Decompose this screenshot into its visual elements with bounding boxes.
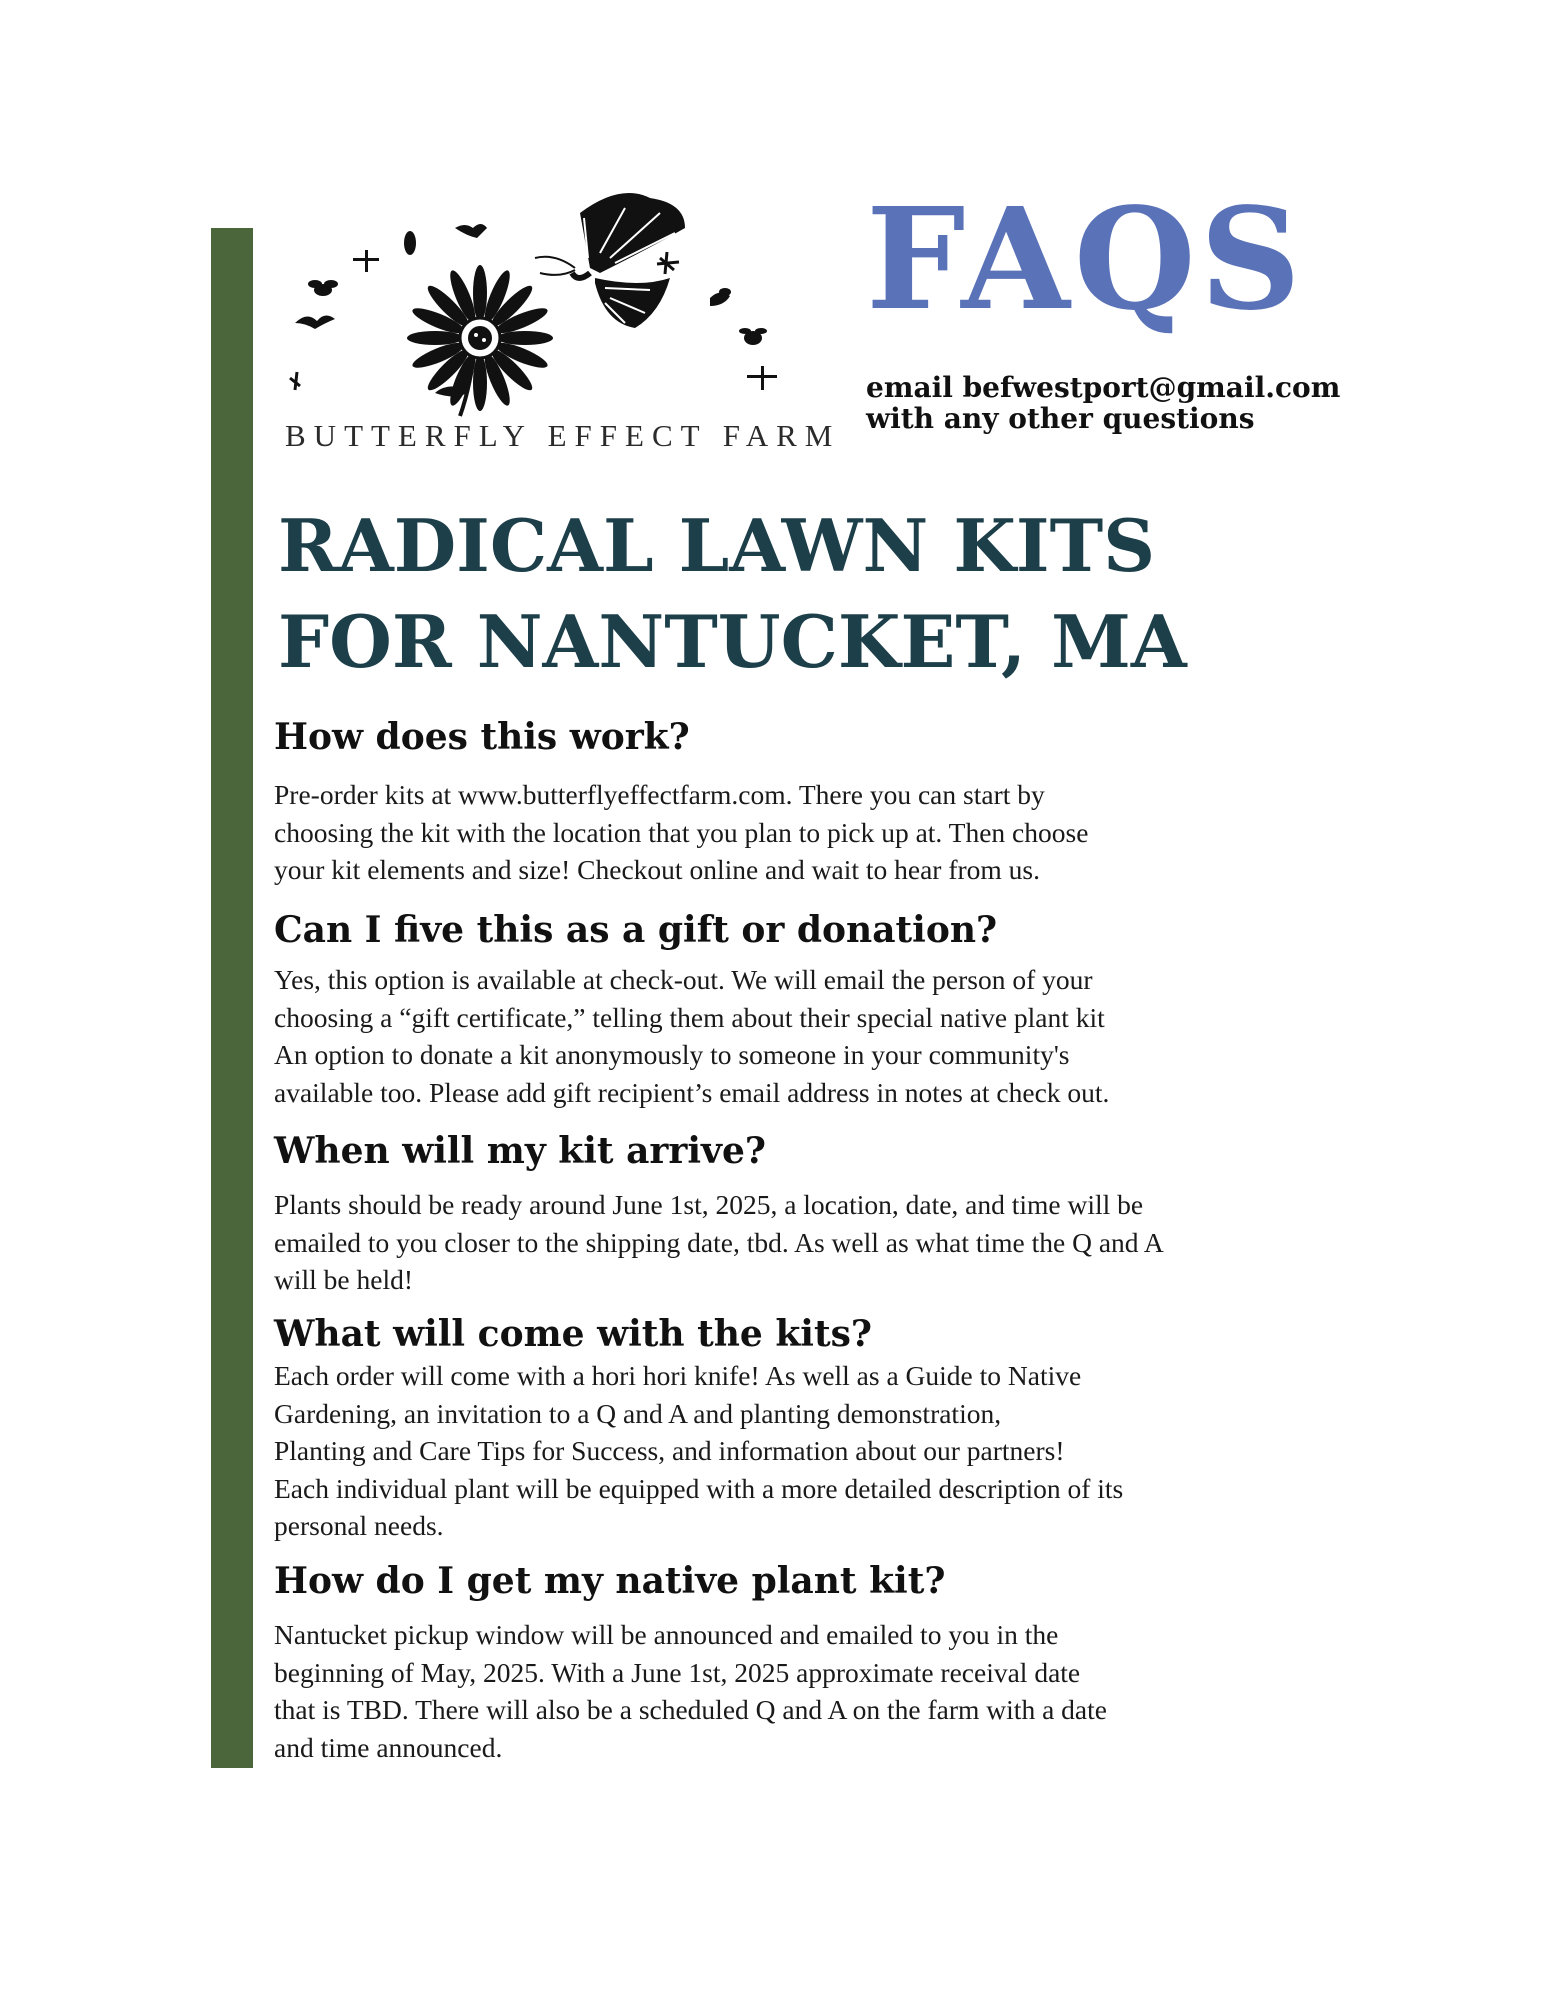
faq-item-arrival	[274, 1128, 1324, 1299]
faq-item-gift-donation	[274, 907, 1324, 1111]
faq-answer: Yes, this option is available at check-out. We will email the person of your choosing a “gift certificate,” telling them about their special native plant kit An option to donate a kit anonymously to someone in your community's available too. Please add gift recipient’s email address in notes at check out.	[274, 964, 1110, 1108]
page-title	[278, 498, 1478, 690]
faq-question: How do I get my native plant kit?	[274, 1560, 946, 1602]
faq-answer: Nantucket pickup window will be announced and emailed to you in the beginning of May, 2025. With a June 1st, 2025 approximate receival date that is TBD. There will also be a scheduled Q and A on the farm with a date and time announced.	[274, 1619, 1107, 1763]
green-accent-bar	[211, 228, 253, 1768]
page-title-line-2: FOR NANTUCKET, MA	[278, 599, 1187, 684]
faq-answer: Pre-order kits at www.butterflyeffectfarm.com. There you can start by choosing the kit with the location that you plan to pick up at. Then choose your kit elements and size! Checkout online and wait to hear from us.	[274, 779, 1089, 885]
faq-answer: Each order will come with a hori hori knife! As well as a Guide to Native Gardening, an invitation to a Q and A and planting demonstration, Planting and Care Tips for Success, and information about our partners! Each individual plant will be equipped with a more detailed description of its personal needs.	[274, 1360, 1124, 1541]
faq-question: What will come with the kits?	[274, 1313, 872, 1355]
logo-wordmark: BUTTERFLY EFFECT FARM	[285, 418, 841, 453]
contact-question-line: with any other questions	[866, 402, 1255, 435]
faq-answer: Plants should be ready around June 1st, 2025, a location, date, and time will be emailed to you closer to the shipping date, tbd. As well as what time the Q and A will be held!	[274, 1189, 1164, 1295]
page-title-line-1: RADICAL LAWN KITS	[278, 503, 1156, 588]
faq-item-kit-contents	[274, 1311, 1324, 1545]
faqs-heading: FAQS	[866, 178, 1305, 342]
faq-item-pickup	[274, 1558, 1324, 1766]
faq-item-how-it-works	[274, 714, 1324, 889]
faq-question: How does this work?	[274, 716, 690, 758]
logo-illustration	[285, 188, 805, 418]
contact-note	[866, 372, 1386, 434]
faq-question: Can I five this as a gift or donation?	[274, 909, 998, 951]
faq-question: When will my kit arrive?	[274, 1130, 766, 1172]
contact-email-line: email befwestport@gmail.com	[866, 371, 1341, 404]
